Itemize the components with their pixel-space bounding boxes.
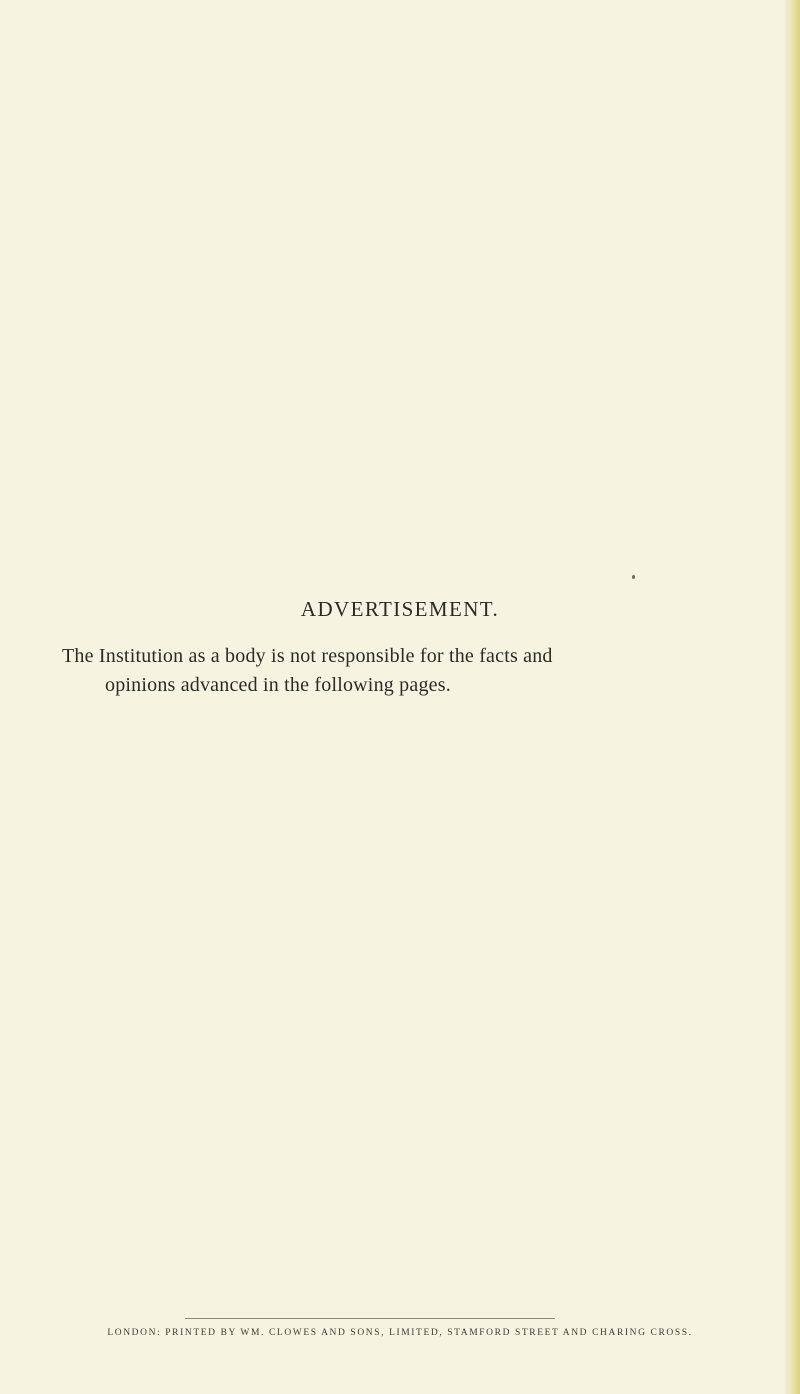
notice-line-2: opinions advanced in the following pages.	[105, 674, 451, 696]
printer-imprint: LONDON: PRINTED BY WM. CLOWES AND SONS, LIMITED, STAMFORD STREET AND CHARING CROSS.	[107, 1328, 693, 1338]
divider-rule	[185, 1318, 555, 1319]
disclaimer-notice	[62, 642, 762, 700]
notice-line-1: The Institution as a body is not responsible for the facts and	[62, 645, 553, 667]
page-edge	[788, 0, 800, 1394]
page-title: ADVERTISEMENT.	[300, 597, 500, 621]
ink-speck	[632, 575, 635, 579]
